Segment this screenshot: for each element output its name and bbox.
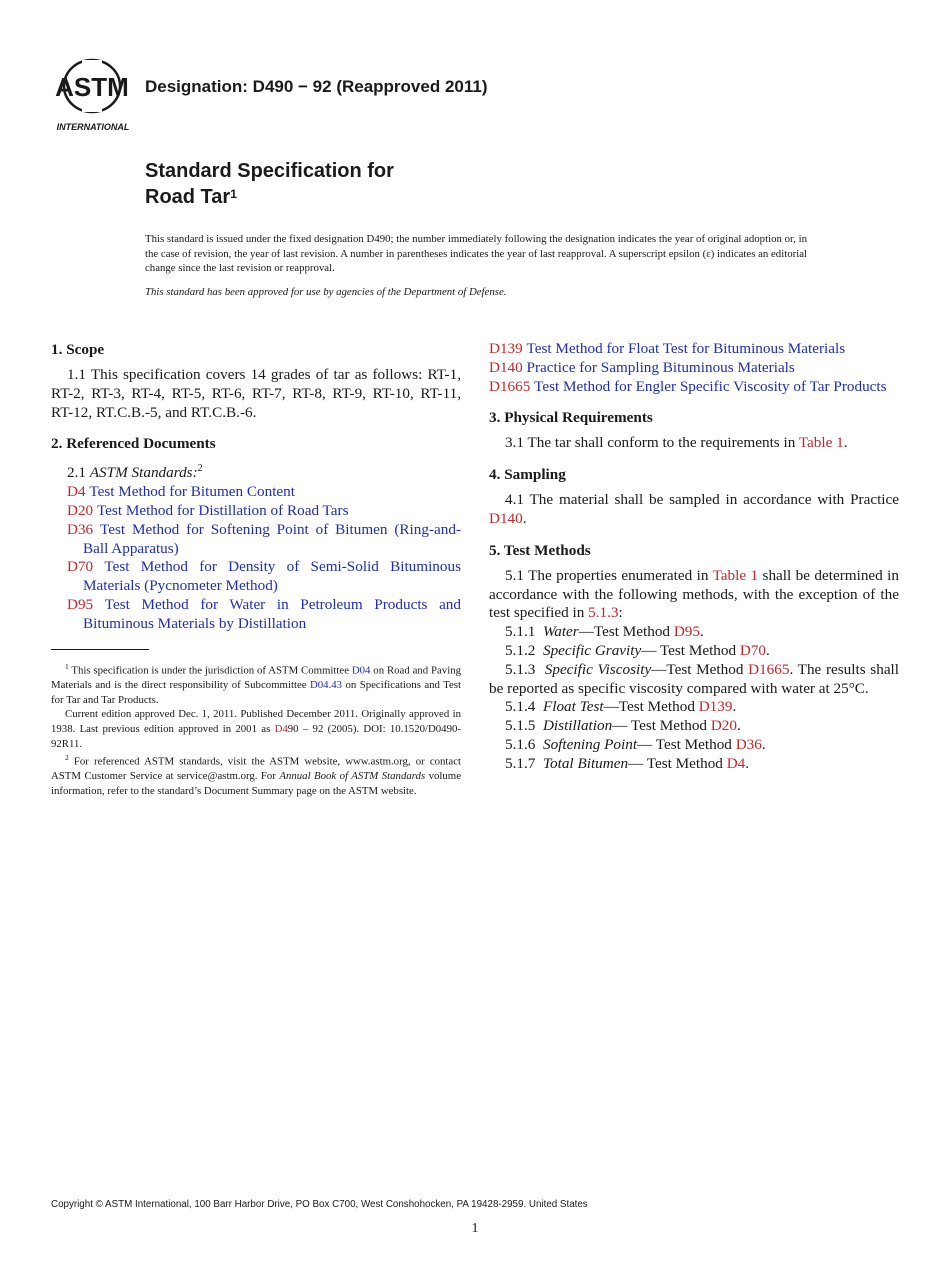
test-methods-list	[489, 623, 899, 773]
footnote-1-edition: Current edition approved Dec. 1, 2011. Published December 2011. Originally approved in 1938. Last previous edition approved in 2001 as D490 – 92 (2005). DOI: 10.1520/D0490-92R11.	[51, 708, 461, 750]
test-method-item-specific-gravity: 5.1.2 Specific Gravity— Test Method D70.	[505, 641, 770, 659]
link-d70[interactable]: D70	[739, 641, 767, 659]
test-methods-paragraph: 5.1 The properties enumerated in Table 1 shall be determined in accordance with the following methods, with the exception of the test specified in 5.1.3:	[489, 566, 899, 622]
sampling-paragraph: 4.1 The material shall be sampled in accordance with Practice D140.	[489, 491, 899, 527]
link-table-1[interactable]: Table 1	[798, 434, 844, 452]
link-d20[interactable]: D20	[710, 717, 737, 735]
footnote-rule	[51, 649, 149, 650]
title-footnote-marker: 1	[230, 187, 237, 201]
title-line-1: Standard Specification for	[145, 160, 394, 182]
link-d1665[interactable]: D1665	[748, 660, 790, 678]
link-5-1-3[interactable]: 5.1.3	[588, 604, 619, 622]
section-heading-sampling: 4. Sampling	[489, 466, 566, 484]
title-line-2: Road Tar$^1$	[145, 186, 237, 208]
section-heading-scope: 1. Scope	[51, 341, 105, 358]
footnote-1: $^1$ This specification is under the jurisdiction of ASTM Committee D04 on Road and Paving Materials and is the direct responsibility of Subcommittee D04.43 on Specifications and Test for Tar and Tar Products.	[51, 662, 462, 706]
section-heading-physical-requirements: 3. Physical Requirements	[489, 409, 653, 427]
referenced-documents-list-continued	[489, 340, 899, 396]
link-d04-43[interactable]: D04.43	[309, 679, 343, 692]
physical-requirements-paragraph: 3.1 The tar shall conform to the requirements in Table 1.	[505, 434, 848, 452]
link-d36[interactable]: D36	[735, 735, 762, 753]
ref-item-d20[interactable]: D20 Test Method for Distillation of Road Tars	[67, 502, 349, 520]
page-title	[145, 158, 394, 210]
test-method-item-water: 5.1.1 Water—Test Method D95.	[505, 623, 704, 641]
referenced-documents-list	[51, 483, 461, 633]
ref-item-d95[interactable]: D95 Test Method for Water in Petroleum Products and Bituminous Materials by Distillation	[67, 596, 461, 632]
link-d4[interactable]: D4	[726, 754, 746, 772]
right-column	[489, 340, 899, 774]
section-heading-test-methods: 5. Test Methods	[489, 541, 591, 559]
test-method-item-softening-point: 5.1.6 Softening Point— Test Method D36.	[505, 735, 766, 753]
section-heading-referenced-documents: 2. Referenced Documents	[51, 435, 216, 453]
test-method-item-total-bitumen: 5.1.7 Total Bitumen— Test Method D4.	[505, 754, 750, 772]
designation: Designation: D490 − 92 (Reapproved 2011)	[145, 77, 488, 96]
footnotes	[51, 660, 461, 799]
test-method-item-distillation: 5.1.5 Distillation— Test Method D20.	[505, 717, 741, 735]
logo-text: ASTM	[55, 72, 129, 102]
link-d04[interactable]: D04	[351, 664, 371, 677]
ref-item-d1665[interactable]: D1665 Test Method for Engler Specific Viscosity of Tar Products	[489, 377, 887, 395]
ref-item-d36[interactable]: D36 Test Method for Softening Point of Bitumen (Ring-and-Ball Apparatus)	[67, 520, 462, 557]
test-method-item-specific-viscosity: 5.1.3 Specific Viscosity—Test Method D1665. The results shall be reported as specific viscosity compared with water at 25°C.	[489, 660, 899, 697]
ref-item-d4[interactable]: D4 Test Method for Bitumen Content	[67, 483, 295, 501]
dod-approval-note: This standard has been approved for use by agencies of the Department of Defense.	[145, 286, 507, 298]
issuance-notice: This standard is issued under the fixed designation D490; the number immediately following the designation indicates the year of original adoption or, in the case of revision, the year of last revision. A number in parentheses indicates the year of last reapproval. A superscript epsilon (ε) indicates an editorial change since the last revision or reapproval.	[145, 233, 807, 275]
astm-logo	[52, 58, 134, 132]
link-d95[interactable]: D95	[673, 623, 700, 641]
ref-item-d139[interactable]: D139 Test Method for Float Test for Bituminous Materials	[489, 340, 846, 357]
footnote-2: $^2$ For referenced ASTM standards, visit the ASTM website, www.astm.org, or contact ASTM Customer Service at service@astm.org. For Annual Book of ASTM Standards volume information, refer to the standard’s Document Summary page on the ASTM website.	[51, 753, 461, 797]
astm-standards-subheading: 2.1 ASTM Standards:$^2$	[67, 463, 203, 482]
link-d4-previous-edition[interactable]: D4	[274, 722, 288, 735]
link-d140[interactable]: D140	[489, 509, 523, 527]
test-method-item-float-test: 5.1.4 Float Test—Test Method D139.	[505, 698, 737, 716]
logo-subtext: INTERNATIONAL	[56, 122, 130, 132]
link-d139[interactable]: D139	[698, 698, 733, 716]
scope-paragraph: 1.1 This specification covers 14 grades of tar as follows: RT-1, RT-2, RT-3, RT-4, RT-5, RT-6, RT-7, RT-8, RT-9, RT-10, RT-11, RT-12, RT.C.B.-5, and RT.C.B.-6.	[51, 366, 461, 421]
link-table-1-test-methods[interactable]: Table 1	[712, 566, 759, 584]
ref-item-d70[interactable]: D70 Test Method for Density of Semi-Solid Bituminous Materials (Pycnometer Method)	[67, 558, 462, 595]
page-number: 1	[471, 1221, 479, 1236]
copyright-notice: Copyright © ASTM International, 100 Barr Harbor Drive, PO Box C700, West Conshohocken, PA 19428-2959. United States	[51, 1199, 588, 1210]
ref-item-d140[interactable]: D140 Practice for Sampling Bituminous Materials	[489, 358, 795, 376]
left-column	[51, 340, 461, 634]
